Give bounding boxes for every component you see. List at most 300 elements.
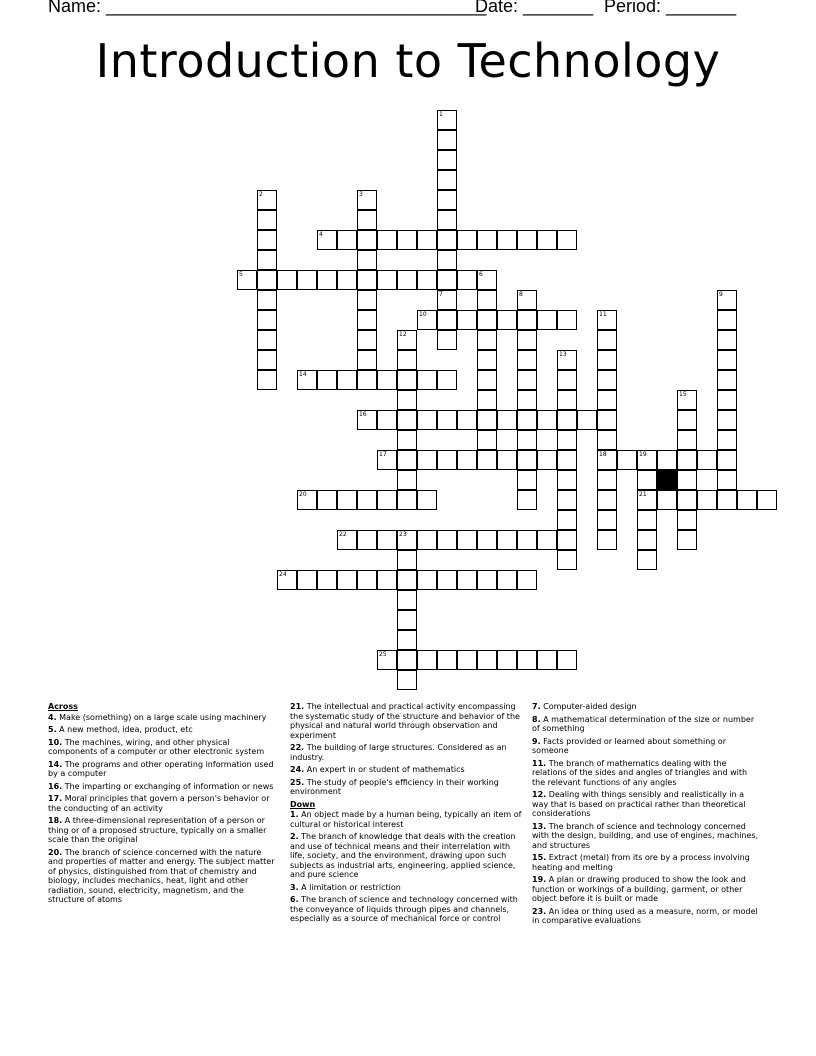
clue-number: 18 xyxy=(599,451,607,458)
grid-cell[interactable] xyxy=(497,230,517,250)
grid-cell[interactable] xyxy=(517,490,537,510)
grid-cell[interactable] xyxy=(717,430,737,450)
grid-cell[interactable] xyxy=(477,530,497,550)
grid-cell[interactable] xyxy=(557,530,577,550)
grid-cell[interactable] xyxy=(637,510,657,530)
clue-text: Computer-aided design xyxy=(540,702,637,711)
grid-cell[interactable] xyxy=(397,650,417,670)
grid-cell[interactable] xyxy=(297,570,317,590)
grid-cell[interactable] xyxy=(677,390,697,410)
grid-cell[interactable] xyxy=(597,350,617,370)
grid-cell[interactable] xyxy=(437,130,457,150)
grid-cell[interactable] xyxy=(677,450,697,470)
clue-text: A plan or drawing produced to show the look and function or workings of a building, garment, or other object before it is built or made xyxy=(532,875,746,903)
grid-cell[interactable] xyxy=(437,270,457,290)
clue-number: 13 xyxy=(559,351,567,358)
grid-cell[interactable] xyxy=(257,250,277,270)
grid-cell[interactable] xyxy=(677,410,697,430)
grid-cell[interactable] xyxy=(437,330,457,350)
grid-cell[interactable] xyxy=(257,270,277,290)
clue-number-label: 23. xyxy=(532,906,547,916)
clue-text: The programs and other operating information used by a computer xyxy=(48,759,274,778)
grid-cell[interactable] xyxy=(257,210,277,230)
grid-cell[interactable] xyxy=(337,270,357,290)
grid-cell[interactable] xyxy=(457,410,477,430)
grid-cell[interactable] xyxy=(357,310,377,330)
grid-cell[interactable] xyxy=(677,490,697,510)
clue-number-label: 14. xyxy=(48,759,63,769)
grid-cell[interactable] xyxy=(477,430,497,450)
grid-cell[interactable] xyxy=(337,230,357,250)
grid-cell[interactable] xyxy=(417,530,437,550)
clue-number-label: 2. xyxy=(290,832,299,841)
grid-cell[interactable] xyxy=(557,430,577,450)
grid-cell[interactable] xyxy=(477,230,497,250)
grid-cell[interactable] xyxy=(437,310,457,330)
grid-cell[interactable] xyxy=(317,570,337,590)
grid-cell[interactable] xyxy=(417,230,437,250)
clue-number: 11 xyxy=(599,311,607,318)
grid-cell[interactable] xyxy=(497,410,517,430)
clue-item xyxy=(532,715,762,734)
clue-item xyxy=(532,790,762,819)
clue-text: Moral principles that govern a person's behavior or the conducting of an activity xyxy=(48,794,270,813)
grid-cell[interactable] xyxy=(377,270,397,290)
clue-number-label: 12. xyxy=(532,790,547,799)
grid-cell[interactable] xyxy=(397,570,417,590)
grid-cell[interactable] xyxy=(397,590,417,610)
grid-cell[interactable] xyxy=(717,290,737,310)
grid-cell[interactable] xyxy=(477,290,497,310)
grid-cell[interactable] xyxy=(377,530,397,550)
grid-cell[interactable] xyxy=(437,170,457,190)
clue-text: Make (something) on a large scale using machinery xyxy=(56,712,267,722)
clue-text: Extract (metal) from its ore by a process involving heating and melting xyxy=(532,853,750,872)
grid-cell[interactable] xyxy=(457,450,477,470)
grid-cell[interactable] xyxy=(357,290,377,310)
grid-cell[interactable] xyxy=(437,410,457,430)
grid-cell[interactable] xyxy=(317,370,337,390)
clue-item xyxy=(290,832,524,880)
grid-cell[interactable] xyxy=(497,450,517,470)
clue-number-label: 17. xyxy=(48,794,63,803)
clue-number-label: 19. xyxy=(532,875,547,884)
grid-cell[interactable] xyxy=(557,490,577,510)
grid-cell[interactable] xyxy=(517,350,537,370)
grid-cell[interactable] xyxy=(597,330,617,350)
grid-cell[interactable] xyxy=(437,530,457,550)
grid-cell[interactable] xyxy=(437,570,457,590)
clue-text: The branch of knowledge that deals with the creation and use of technical means and their interrelation with life, society, and the environment, drawing upon such subjects as industrial arts, engineering, applied science, and pure science xyxy=(290,832,516,879)
clue-number: 4 xyxy=(319,231,323,238)
clue-text: The intellectual and practical activity encompassing the systematic study of the structure and behavior of the physical and natural world through observation and experiment xyxy=(290,702,520,740)
grid-cell[interactable] xyxy=(457,270,477,290)
grid-cell[interactable] xyxy=(557,350,577,370)
grid-cell[interactable] xyxy=(517,570,537,590)
clue-number-label: 15. xyxy=(532,853,547,862)
grid-cell[interactable] xyxy=(517,410,537,430)
clue-item xyxy=(290,765,524,775)
grid-cell[interactable] xyxy=(757,490,777,510)
across-clue-list-continued xyxy=(290,702,524,797)
clue-column-1 xyxy=(48,702,278,908)
grid-cell[interactable] xyxy=(237,270,257,290)
grid-cell[interactable] xyxy=(317,270,337,290)
clue-number: 6 xyxy=(479,271,483,278)
grid-cell[interactable] xyxy=(477,350,497,370)
clue-item xyxy=(290,895,524,924)
clue-number: 19 xyxy=(639,451,647,458)
grid-cell[interactable] xyxy=(517,310,537,330)
grid-cell[interactable] xyxy=(477,270,497,290)
grid-cell[interactable] xyxy=(397,670,417,690)
grid-cell[interactable] xyxy=(597,530,617,550)
clue-number-label: 16. xyxy=(48,781,63,791)
grid-cell[interactable] xyxy=(637,490,657,510)
grid-cell[interactable] xyxy=(257,310,277,330)
grid-cell[interactable] xyxy=(277,270,297,290)
grid-cell[interactable] xyxy=(697,450,717,470)
date-field-label[interactable]: Date: _______ xyxy=(475,0,594,16)
grid-cell[interactable] xyxy=(517,370,537,390)
grid-cell[interactable] xyxy=(417,450,437,470)
clue-number: 10 xyxy=(419,311,427,318)
grid-cell[interactable] xyxy=(637,450,657,470)
grid-cell[interactable] xyxy=(357,230,377,250)
grid-cell[interactable] xyxy=(357,190,377,210)
grid-cell[interactable] xyxy=(397,490,417,510)
clue-item xyxy=(532,875,762,904)
grid-cell[interactable] xyxy=(257,350,277,370)
clue-number-label: 10. xyxy=(48,737,63,747)
grid-cell[interactable] xyxy=(357,410,377,430)
clue-item xyxy=(290,743,524,762)
grid-cell[interactable] xyxy=(557,310,577,330)
clue-number: 1 xyxy=(439,111,443,118)
grid-cell[interactable] xyxy=(397,230,417,250)
grid-cell[interactable] xyxy=(497,570,517,590)
grid-cell[interactable] xyxy=(397,390,417,410)
grid-cell[interactable] xyxy=(437,290,457,310)
clue-item xyxy=(532,737,762,756)
clue-text: The imparting or exchanging of information or news xyxy=(62,781,274,791)
grid-cell[interactable] xyxy=(257,330,277,350)
clue-number-label: 9. xyxy=(532,736,541,746)
clue-item xyxy=(48,848,278,905)
grid-cell[interactable] xyxy=(317,490,337,510)
grid-cell[interactable] xyxy=(557,470,577,490)
grid-cell[interactable] xyxy=(397,610,417,630)
grid-cell[interactable] xyxy=(617,450,637,470)
grid-cell[interactable] xyxy=(497,310,517,330)
clue-column-2 xyxy=(290,702,524,927)
clue-number: 12 xyxy=(399,331,407,338)
clue-text: An object made by a human being, typically an item of cultural or historical interest xyxy=(290,810,522,829)
grid-cell[interactable] xyxy=(257,230,277,250)
grid-cell[interactable] xyxy=(397,630,417,650)
grid-cell[interactable] xyxy=(557,410,577,430)
clue-text: The branch of science and technology concerned with the conveyance of liquids through pipes and channels, especially as a source of mechanical force or control xyxy=(290,895,518,923)
grid-cell[interactable] xyxy=(417,570,437,590)
grid-cell[interactable] xyxy=(477,370,497,390)
grid-cell[interactable] xyxy=(517,290,537,310)
grid-cell[interactable] xyxy=(557,510,577,530)
clue-text: The branch of mathematics dealing with the relations of the sides and angles of triangles and with the relevant functions of any angles xyxy=(532,758,748,787)
clue-item xyxy=(48,794,278,813)
clue-text: A new method, idea, product, etc xyxy=(56,725,193,734)
grid-cell[interactable] xyxy=(437,190,457,210)
clue-item xyxy=(48,713,278,723)
grid-cell[interactable] xyxy=(717,310,737,330)
clue-number: 25 xyxy=(379,651,387,658)
clue-number: 21 xyxy=(639,491,647,498)
clue-number-label: 4. xyxy=(48,712,57,722)
clue-number-label: 11. xyxy=(532,758,547,768)
grid-cell[interactable] xyxy=(297,490,317,510)
clue-number-label: 21. xyxy=(290,702,305,711)
clue-text: The study of people's efficiency in their working environment xyxy=(290,777,499,796)
grid-cell[interactable] xyxy=(337,370,357,390)
clue-item xyxy=(48,738,278,757)
grid-cell[interactable] xyxy=(577,410,597,430)
clue-number-label: 18. xyxy=(48,816,63,825)
grid-cell[interactable] xyxy=(357,330,377,350)
grid-cell[interactable] xyxy=(437,150,457,170)
grid-cell[interactable] xyxy=(417,310,437,330)
grid-cell[interactable] xyxy=(297,370,317,390)
clue-number-label: 25. xyxy=(290,777,305,787)
grid-cell[interactable] xyxy=(537,530,557,550)
clue-text: The branch of science and technology concerned with the design, building, and use of engines, machines, and structures xyxy=(532,821,759,850)
grid-cell[interactable] xyxy=(397,350,417,370)
grid-cell[interactable] xyxy=(597,450,617,470)
grid-cell[interactable] xyxy=(697,490,717,510)
grid-cell[interactable] xyxy=(637,530,657,550)
clue-number-label: 13. xyxy=(532,821,547,831)
grid-cell[interactable] xyxy=(417,270,437,290)
grid-cell[interactable] xyxy=(437,250,457,270)
grid-cell[interactable] xyxy=(397,370,417,390)
grid-cell[interactable] xyxy=(357,570,377,590)
grid-cell[interactable] xyxy=(377,450,397,470)
grid-cell[interactable] xyxy=(457,650,477,670)
grid-cell[interactable] xyxy=(597,510,617,530)
clue-number: 5 xyxy=(239,271,243,278)
grid-cell[interactable] xyxy=(357,270,377,290)
grid-cell[interactable] xyxy=(417,410,437,430)
grid-cell[interactable] xyxy=(397,430,417,450)
grid-cell[interactable] xyxy=(397,470,417,490)
grid-cell[interactable] xyxy=(277,570,297,590)
grid-cell[interactable] xyxy=(597,390,617,410)
grid-cell[interactable] xyxy=(317,230,337,250)
grid-cell[interactable] xyxy=(477,450,497,470)
clue-item xyxy=(48,725,278,735)
grid-cell[interactable] xyxy=(477,330,497,350)
grid-cell[interactable] xyxy=(337,530,357,550)
grid-cell[interactable] xyxy=(377,490,397,510)
grid-cell[interactable] xyxy=(377,570,397,590)
grid-cell[interactable] xyxy=(357,250,377,270)
clue-item xyxy=(532,853,762,872)
clue-number: 22 xyxy=(339,531,347,538)
grid-cell[interactable] xyxy=(677,470,697,490)
clue-text: Facts provided or learned about something or someone xyxy=(532,736,727,755)
grid-cell[interactable] xyxy=(417,370,437,390)
page-title: Introduction to Technology xyxy=(95,34,721,88)
grid-cell[interactable] xyxy=(537,650,557,670)
clue-item xyxy=(290,883,524,893)
grid-cell[interactable] xyxy=(457,530,477,550)
clue-number: 24 xyxy=(279,571,287,578)
grid-cell[interactable] xyxy=(737,490,757,510)
grid-cell[interactable] xyxy=(557,550,577,570)
clue-item xyxy=(532,759,762,788)
grid-cell[interactable] xyxy=(397,450,417,470)
clue-number: 14 xyxy=(299,371,307,378)
grid-cell[interactable] xyxy=(537,450,557,470)
grid-cell[interactable] xyxy=(457,570,477,590)
down-heading: Down xyxy=(290,799,316,809)
grid-cell[interactable] xyxy=(377,650,397,670)
clue-text: An idea or thing used as a measure, norm, or model in comparative evaluations xyxy=(532,906,758,925)
grid-cell[interactable] xyxy=(477,570,497,590)
grid-cell[interactable] xyxy=(557,450,577,470)
grid-cell[interactable] xyxy=(477,310,497,330)
grid-cell[interactable] xyxy=(597,490,617,510)
grid-cell[interactable] xyxy=(657,450,677,470)
grid-cell[interactable] xyxy=(477,410,497,430)
grid-cell[interactable] xyxy=(517,330,537,350)
grid-cell[interactable] xyxy=(717,390,737,410)
grid-cell[interactable] xyxy=(537,230,557,250)
clue-item xyxy=(290,810,524,829)
grid-cell[interactable] xyxy=(377,410,397,430)
clue-text: A limitation or restriction xyxy=(298,882,401,892)
clue-text: The machines, wiring, and other physical components of a computer or other electronic system xyxy=(48,737,265,756)
clue-item xyxy=(48,782,278,792)
clue-item xyxy=(532,822,762,851)
grid-cell[interactable] xyxy=(337,490,357,510)
period-field-label[interactable]: Period: _______ xyxy=(604,0,737,16)
clue-item xyxy=(48,816,278,845)
grid-cell[interactable] xyxy=(417,650,437,670)
across-clue-list xyxy=(48,713,278,905)
grid-cell[interactable] xyxy=(257,370,277,390)
clue-item xyxy=(290,702,524,740)
grid-cell[interactable] xyxy=(517,530,537,550)
grid-cell[interactable] xyxy=(377,230,397,250)
grid-cell[interactable] xyxy=(417,490,437,510)
grid-cell[interactable] xyxy=(637,470,657,490)
grid-cell[interactable] xyxy=(637,550,657,570)
grid-cell[interactable] xyxy=(677,530,697,550)
grid-cell[interactable] xyxy=(557,390,577,410)
name-field-label[interactable]: Name: ______________________________________ xyxy=(48,0,487,16)
grid-cell[interactable] xyxy=(597,370,617,390)
grid-cell[interactable] xyxy=(557,650,577,670)
grid-cell[interactable] xyxy=(517,430,537,450)
clue-number-label: 22. xyxy=(290,743,305,752)
grid-cell[interactable] xyxy=(357,490,377,510)
grid-cell[interactable] xyxy=(437,370,457,390)
grid-cell[interactable] xyxy=(717,470,737,490)
grid-cell[interactable] xyxy=(717,410,737,430)
grid-cell[interactable] xyxy=(497,650,517,670)
grid-cell[interactable] xyxy=(397,550,417,570)
grid-cell[interactable] xyxy=(597,470,617,490)
grid-cell[interactable] xyxy=(517,650,537,670)
grid-cell[interactable] xyxy=(337,570,357,590)
grid-cell[interactable] xyxy=(397,270,417,290)
clue-text: A three-dimensional representation of a person or thing or of a proposed structure, typically on a smaller scale than the original xyxy=(48,816,267,844)
grid-cell[interactable] xyxy=(257,190,277,210)
grid-cell[interactable] xyxy=(437,450,457,470)
grid-cell[interactable] xyxy=(597,430,617,450)
grid-cell[interactable] xyxy=(437,650,457,670)
grid-cell[interactable] xyxy=(517,470,537,490)
grid-cell[interactable] xyxy=(457,230,477,250)
clue-text: An expert in or student of mathematics xyxy=(304,765,465,774)
grid-cell[interactable] xyxy=(437,210,457,230)
grid-cell[interactable] xyxy=(357,370,377,390)
grid-cell[interactable] xyxy=(357,350,377,370)
grid-cell[interactable] xyxy=(437,230,457,250)
grid-cell[interactable] xyxy=(537,310,557,330)
grid-cell[interactable] xyxy=(497,530,517,550)
grid-cell[interactable] xyxy=(597,410,617,430)
grid-cell[interactable] xyxy=(477,650,497,670)
grid-cell[interactable] xyxy=(717,490,737,510)
clue-number-label: 20. xyxy=(48,847,63,857)
grid-cell[interactable] xyxy=(717,330,737,350)
grid-cell[interactable] xyxy=(717,350,737,370)
grid-cell[interactable] xyxy=(377,370,397,390)
grid-cell[interactable] xyxy=(537,410,557,430)
grid-cell[interactable] xyxy=(397,410,417,430)
grid-cell[interactable] xyxy=(557,370,577,390)
grid-cell[interactable] xyxy=(517,230,537,250)
blocked-cell xyxy=(657,470,677,490)
grid-cell[interactable] xyxy=(517,450,537,470)
grid-cell[interactable] xyxy=(357,210,377,230)
grid-cell[interactable] xyxy=(397,330,417,350)
grid-cell[interactable] xyxy=(677,510,697,530)
grid-cell[interactable] xyxy=(477,390,497,410)
clue-number-label: 3. xyxy=(290,882,299,892)
grid-cell[interactable] xyxy=(457,310,477,330)
grid-cell[interactable] xyxy=(517,390,537,410)
clue-number-label: 5. xyxy=(48,725,57,734)
clue-item xyxy=(290,778,524,797)
grid-cell[interactable] xyxy=(297,270,317,290)
grid-cell[interactable] xyxy=(717,370,737,390)
clue-number: 7 xyxy=(439,291,443,298)
grid-cell[interactable] xyxy=(557,230,577,250)
grid-cell[interactable] xyxy=(657,490,677,510)
grid-cell[interactable] xyxy=(677,430,697,450)
grid-cell[interactable] xyxy=(257,290,277,310)
clue-item xyxy=(532,907,762,926)
grid-cell[interactable] xyxy=(597,310,617,330)
grid-cell[interactable] xyxy=(397,530,417,550)
grid-cell[interactable] xyxy=(437,110,457,130)
grid-cell[interactable] xyxy=(717,450,737,470)
down-clue-list xyxy=(290,810,524,924)
clue-number: 17 xyxy=(379,451,387,458)
grid-cell[interactable] xyxy=(357,530,377,550)
clue-column-3 xyxy=(532,702,762,929)
